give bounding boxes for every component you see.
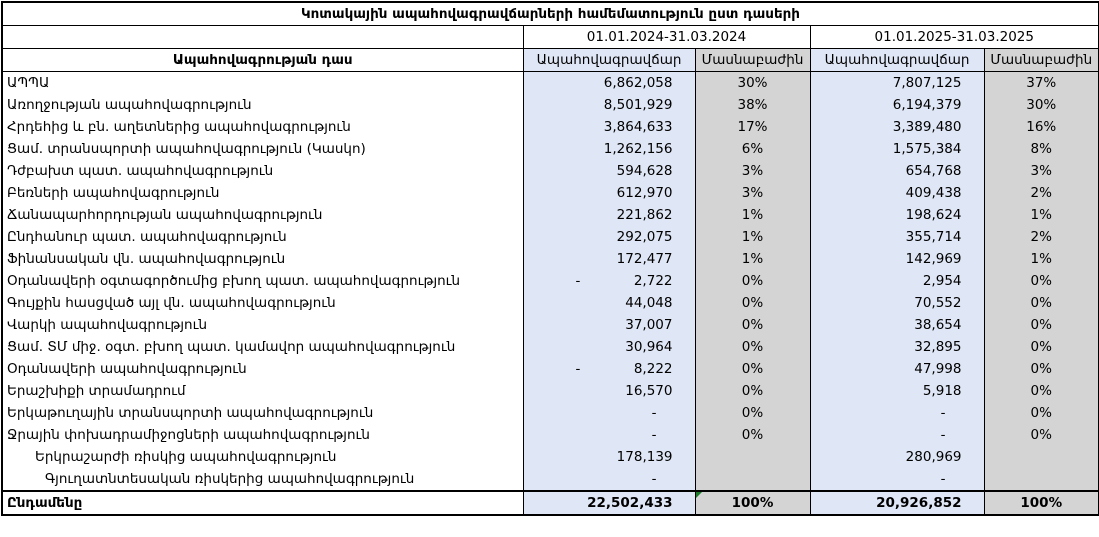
share-2025-cell: 1%: [984, 248, 1099, 270]
share-2025-cell: 0%: [984, 292, 1099, 314]
share-2024-cell: 0%: [695, 424, 810, 446]
period-2025-header: 01.01.2025-31.03.2025: [810, 26, 1099, 49]
share-2024-cell: 0%: [695, 380, 810, 402]
table-title: Կոտակային ապահովագրավճարների համեմատություն ըստ դասերի: [2, 2, 1099, 26]
table-body: [2, 72, 1099, 492]
row-label: Երկաթուղային տրանսպորտի ապահովագրություն: [2, 402, 523, 424]
share-2025-cell: 0%: [984, 270, 1099, 292]
share-2024-cell: 1%: [695, 248, 810, 270]
premium-2024-value: 8,222: [633, 361, 673, 377]
premium-2024-cell: 172,477: [523, 248, 695, 270]
period-2024-header: 01.01.2024-31.03.2024: [523, 26, 810, 49]
share-2025-cell: 8%: [984, 138, 1099, 160]
premium-2025-header: Ապահովագրավճար: [810, 49, 984, 72]
total-share-2025: 100%: [984, 491, 1099, 515]
table-row: [2, 248, 1099, 270]
premium-2025-cell: -: [810, 468, 984, 491]
premium-comparison-table: [1, 1, 1099, 516]
table-row: [2, 270, 1099, 292]
table-row: [2, 160, 1099, 182]
share-2024-cell: 0%: [695, 292, 810, 314]
class-column-header: Ապահովագրության դաս: [2, 49, 523, 72]
premium-2025-cell: 355,714: [810, 226, 984, 248]
premium-2024-cell: 30,964: [523, 336, 695, 358]
share-2024-cell: 0%: [695, 358, 810, 380]
share-2025-cell: 0%: [984, 380, 1099, 402]
blank-header-cell: [2, 26, 523, 49]
share-2025-cell: 2%: [984, 182, 1099, 204]
premium-2025-cell: 1,575,384: [810, 138, 984, 160]
premium-2025-cell: 409,438: [810, 182, 984, 204]
row-label: Ջրային փոխադրամիջոցների ապահովագրություն: [2, 424, 523, 446]
total-label: Ընդամենը: [2, 491, 523, 515]
share-2025-cell: 0%: [984, 314, 1099, 336]
premium-2025-cell: 47,998: [810, 358, 984, 380]
table-row: [2, 380, 1099, 402]
share-2025-cell: 0%: [984, 336, 1099, 358]
table-row: [2, 72, 1099, 95]
premium-2024-cell: 16,570: [523, 380, 695, 402]
premium-2024-cell: [523, 358, 695, 380]
row-label: Հրդեհից և բն. աղետներից ապահովագրություն: [2, 116, 523, 138]
share-2024-cell: 0%: [695, 402, 810, 424]
row-label: Ֆինանսական վն. ապահովագրություն: [2, 248, 523, 270]
premium-2024-cell: 8,501,929: [523, 94, 695, 116]
share-2025-cell: 16%: [984, 116, 1099, 138]
share-2024-cell: 1%: [695, 204, 810, 226]
row-label: Ցամ. ՏՄ միջ. օգտ. բխող պատ. կամավոր ապահովագրություն: [2, 336, 523, 358]
premium-2024-value: 2,722: [633, 273, 673, 289]
table-row: [2, 446, 1099, 468]
table-row: [2, 468, 1099, 491]
premium-2024-cell: -: [523, 424, 695, 446]
table-row: [2, 424, 1099, 446]
share-2025-cell: 2%: [984, 226, 1099, 248]
share-2024-header: Մասնաբաժին: [695, 49, 810, 72]
premium-2025-cell: 7,807,125: [810, 72, 984, 95]
premium-2024-cell: -: [523, 402, 695, 424]
share-2025-cell: 0%: [984, 402, 1099, 424]
share-2025-cell: 1%: [984, 204, 1099, 226]
premium-2024-cell: 178,139: [523, 446, 695, 468]
row-label: Գյուղատնտեսական ռիսկերից ապահովագրություն: [2, 468, 523, 491]
share-2025-cell: [984, 446, 1099, 468]
premium-2025-cell: 70,552: [810, 292, 984, 314]
row-label: Ցամ. տրանսպորտի ապահովագրություն (Կասկո): [2, 138, 523, 160]
table-row: [2, 358, 1099, 380]
share-2024-cell: 17%: [695, 116, 810, 138]
premium-2025-cell: 38,654: [810, 314, 984, 336]
row-label: Ճանապարհորդության ապահովագրություն: [2, 204, 523, 226]
share-2024-cell: 3%: [695, 182, 810, 204]
table-row: [2, 182, 1099, 204]
premium-2025-cell: 142,969: [810, 248, 984, 270]
share-2024-cell: 3%: [695, 160, 810, 182]
premium-2024-cell: 3,864,633: [523, 116, 695, 138]
share-2025-cell: [984, 468, 1099, 491]
premium-2024-cell: 6,862,058: [523, 72, 695, 95]
negative-sign: -: [575, 361, 581, 377]
table-row: [2, 94, 1099, 116]
premium-2025-cell: 6,194,379: [810, 94, 984, 116]
table-row: [2, 336, 1099, 358]
table-row: [2, 292, 1099, 314]
premium-2025-cell: 654,768: [810, 160, 984, 182]
row-label: Երաշխիքի տրամադրում: [2, 380, 523, 402]
premium-2024-cell: [523, 270, 695, 292]
share-2024-cell: 0%: [695, 270, 810, 292]
share-2025-cell: 0%: [984, 358, 1099, 380]
total-share-2024: 100%: [695, 491, 810, 515]
premium-2024-cell: 612,970: [523, 182, 695, 204]
row-label: Վարկի ապահովագրություն: [2, 314, 523, 336]
row-label: Բեռների ապահովագրություն: [2, 182, 523, 204]
total-premium-2024: 22,502,433: [523, 491, 695, 515]
premium-2024-cell: 1,262,156: [523, 138, 695, 160]
share-2024-cell: [695, 446, 810, 468]
row-label: Գույքին հասցված այլ վն. ապահովագրություն: [2, 292, 523, 314]
row-label: Ընդհանուր պատ. ապահովագրություն: [2, 226, 523, 248]
table-row: [2, 402, 1099, 424]
premium-2024-cell: 44,048: [523, 292, 695, 314]
share-2024-cell: [695, 468, 810, 491]
negative-sign: -: [575, 273, 581, 289]
share-2024-cell: 1%: [695, 226, 810, 248]
share-2025-header: Մասնաբաժին: [984, 49, 1099, 72]
premium-2024-cell: 594,628: [523, 160, 695, 182]
premium-2024-header: Ապահովագրավճար: [523, 49, 695, 72]
table-row: [2, 226, 1099, 248]
premium-2025-cell: 5,918: [810, 380, 984, 402]
table-row: [2, 204, 1099, 226]
table-row: [2, 138, 1099, 160]
premium-2025-cell: -: [810, 402, 984, 424]
premium-2024-cell: 292,075: [523, 226, 695, 248]
row-label: Առողջության ապահովագրություն: [2, 94, 523, 116]
row-label: Դժբախտ պատ. ապահովագրություն: [2, 160, 523, 182]
table-row: [2, 116, 1099, 138]
row-label: Օդանավերի ապահովագրություն: [2, 358, 523, 380]
share-2025-cell: 37%: [984, 72, 1099, 95]
share-2024-cell: 6%: [695, 138, 810, 160]
premium-2025-cell: 32,895: [810, 336, 984, 358]
total-premium-2025: 20,926,852: [810, 491, 984, 515]
premium-2024-cell: 221,862: [523, 204, 695, 226]
share-2024-cell: 38%: [695, 94, 810, 116]
share-2025-cell: 30%: [984, 94, 1099, 116]
premium-2024-cell: -: [523, 468, 695, 491]
premium-2024-cell: 37,007: [523, 314, 695, 336]
premium-2025-cell: -: [810, 424, 984, 446]
row-label: Երկրաշարժի ռիսկից ապահովագրություն: [2, 446, 523, 468]
share-2024-cell: 30%: [695, 72, 810, 95]
share-2025-cell: 0%: [984, 424, 1099, 446]
share-2025-cell: 3%: [984, 160, 1099, 182]
share-2024-cell: 0%: [695, 314, 810, 336]
row-label: Օդանավերի օգտագործումից բխող պատ. ապահովագրություն: [2, 270, 523, 292]
share-2024-cell: 0%: [695, 336, 810, 358]
row-label: ԱՊՊԱ: [2, 72, 523, 95]
table-row: [2, 314, 1099, 336]
premium-2025-cell: 2,954: [810, 270, 984, 292]
premium-2025-cell: 198,624: [810, 204, 984, 226]
premium-2025-cell: 3,389,480: [810, 116, 984, 138]
total-row: [2, 491, 1099, 515]
premium-2025-cell: 280,969: [810, 446, 984, 468]
